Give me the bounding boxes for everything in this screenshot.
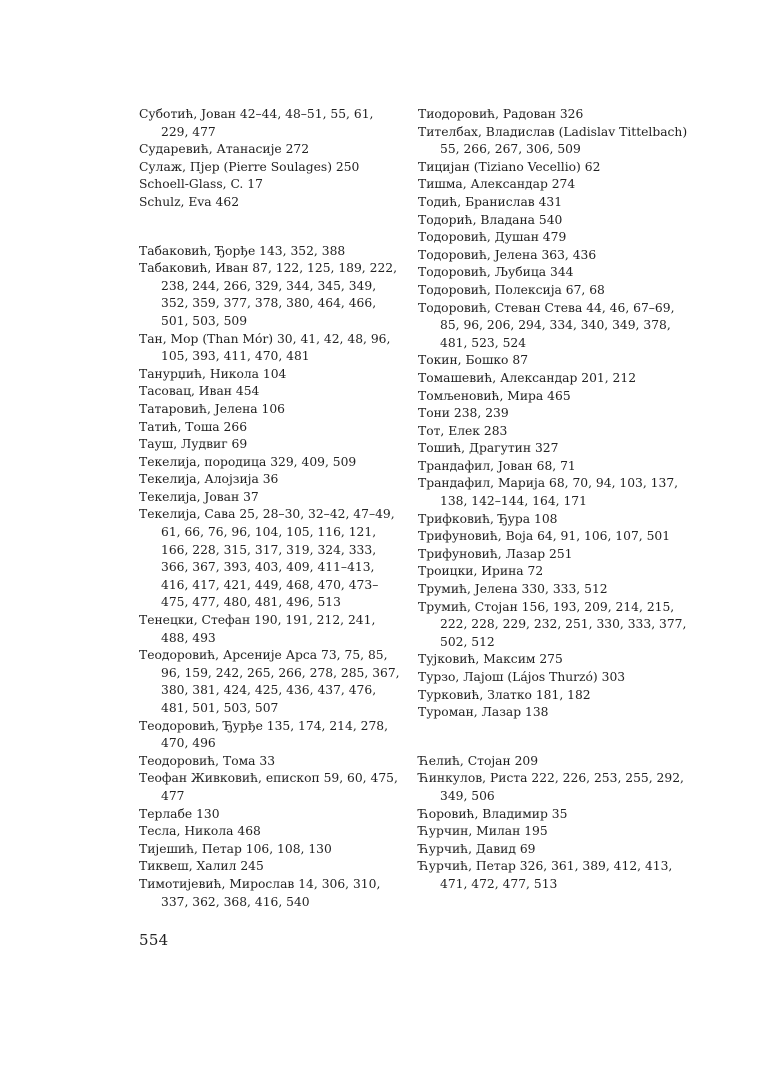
index-entry: Ћинкулов, Риста 222, 226, 253, 255, 292, 349, 506 bbox=[418, 771, 684, 803]
group-spacer bbox=[418, 722, 690, 753]
index-group bbox=[418, 106, 690, 722]
index-entry: Тесла, Никола 468 bbox=[139, 824, 261, 839]
index-entry: Теофан Живковић, епископ 59, 60, 475, 477 bbox=[139, 771, 398, 803]
page-number: 554 bbox=[139, 931, 169, 949]
index-entry: Тиодоровић, Радован 326 bbox=[418, 107, 584, 121]
index-entry: Трандафил, Јован 68, 71 bbox=[418, 458, 576, 473]
index-entry: Тауш, Лудвиг 69 bbox=[139, 437, 248, 452]
index-entry: Теодоровић, Ђурђе 135, 174, 214, 278, 470, 496 bbox=[139, 718, 389, 751]
index-entry: Трифковић, Ђура 108 bbox=[418, 511, 558, 526]
index-entry: Текелија, Јован 37 bbox=[139, 489, 259, 504]
index-entry: Тошић, Драгутин 327 bbox=[418, 441, 559, 456]
index-column-left bbox=[139, 106, 401, 911]
index-entry: Ћоровић, Владимир 35 bbox=[418, 806, 568, 821]
index-entry: Тодић, Бранислав 431 bbox=[418, 194, 563, 209]
index-entry: Текелија, породица 329, 409, 509 bbox=[139, 454, 357, 469]
index-entry: Троицки, Ирина 72 bbox=[418, 564, 544, 579]
index-entry: Тот, Елек 283 bbox=[418, 423, 508, 438]
index-entry: Тодоровић, Љубица 344 bbox=[418, 265, 574, 280]
index-entry: Тенецки, Стефан 190, 191, 212, 241, 488, 493 bbox=[139, 613, 376, 645]
index-entry: Schoell-Glass, C. 17 bbox=[139, 177, 263, 192]
group-spacer bbox=[139, 212, 401, 243]
index-entry: Трифуновић, Лазар 251 bbox=[418, 546, 573, 561]
index-entry: Ћурчић, Давид 69 bbox=[418, 841, 536, 856]
index-entry: Тодоровић, Јелена 363, 436 bbox=[418, 247, 597, 262]
index-entry: Трифуновић, Воја 64, 91, 106, 107, 501 bbox=[418, 529, 671, 544]
index-group bbox=[139, 106, 401, 212]
index-entry: Тодоровић, Стеван Стева 44, 46, 67–69, 85, 96, 206, 294, 334, 340, 349, 378, 481, 523, 524 bbox=[418, 300, 675, 350]
index-entry: Тицијан (Tiziano Vecellio) 62 bbox=[418, 159, 601, 174]
index-entry: Турковић, Златко 181, 182 bbox=[418, 687, 591, 702]
index-entry: Трумић, Стојан 156, 193, 209, 214, 215, 222, 228, 229, 232, 251, 330, 333, 377, 502, 512 bbox=[418, 599, 687, 649]
index-entry: Табаковић, Иван 87, 122, 125, 189, 222, 238, 244, 266, 329, 344, 345, 349, 352, 359, 377, 378, 380, 464, 466, 501, 503, 509 bbox=[139, 261, 398, 328]
index-entry: Тиквеш, Халил 245 bbox=[139, 859, 264, 874]
index-entry: Тујковић, Максим 275 bbox=[418, 652, 563, 667]
index-entry: Тасовац, Иван 454 bbox=[139, 384, 260, 399]
index-entry: Татић, Тоша 266 bbox=[139, 419, 248, 434]
index-entry: Тодорић, Владана 540 bbox=[418, 212, 563, 227]
index-entry: Тодоровић, Душан 479 bbox=[418, 230, 567, 245]
index-entry: Ћурчић, Петар 326, 361, 389, 412, 413, 471, 472, 477, 513 bbox=[418, 859, 673, 891]
index-entry: Суботић, Јован 42–44, 48–51, 55, 61, 229, 477 bbox=[139, 107, 374, 139]
index-entry: Теодоровић, Тома 33 bbox=[139, 753, 276, 768]
index-entry: Тителбах, Владислав (Ladislav Tittelbach) 55, 266, 267, 306, 509 bbox=[418, 124, 688, 157]
index-entry: Турзо, Лајош (Lájos Thurzó) 303 bbox=[418, 670, 626, 684]
index-entry: Табаковић, Ђорђе 143, 352, 388 bbox=[139, 243, 346, 258]
index-entry: Тони 238, 239 bbox=[418, 406, 509, 421]
index-column-right bbox=[418, 106, 690, 894]
index-entry: Тијешић, Петар 106, 108, 130 bbox=[139, 841, 332, 856]
index-entry: Томашевић, Александар 201, 212 bbox=[418, 370, 637, 385]
index-entry: Тан, Мор (Than Mór) 30, 41, 42, 48, 96, 105, 393, 411, 470, 481 bbox=[139, 331, 391, 364]
index-entry: Schulz, Eva 462 bbox=[139, 194, 240, 209]
index-entry: Текелија, Сава 25, 28–30, 32–42, 47–49, 61, 66, 76, 96, 104, 105, 116, 121, 166, 228, 315, 317, 319, 324, 333, 366, 367, 393, 403, 409, 411–413, 416, 417, 421, 449, 468, 470, 473–475, 477, 480, 481, 496, 513 bbox=[139, 507, 395, 610]
index-entry: Терлабе 130 bbox=[139, 806, 220, 821]
index-entry: Трумић, Јелена 330, 333, 512 bbox=[418, 582, 608, 597]
index-entry: Токин, Бошко 87 bbox=[418, 353, 529, 368]
index-entry: Тимотијевић, Мирослав 14, 306, 310, 337, 362, 368, 416, 540 bbox=[139, 876, 381, 909]
index-group bbox=[418, 753, 690, 894]
index-entry: Ћелић, Стојан 209 bbox=[418, 753, 539, 768]
index-entry: Теодоровић, Арсеније Арса 73, 75, 85, 96, 159, 242, 265, 266, 278, 285, 367, 380, 381, 424, 425, 436, 437, 476, 481, 501, 503, 507 bbox=[139, 648, 400, 715]
index-entry: Тишма, Александар 274 bbox=[418, 177, 576, 192]
index-entry: Танурџић, Никола 104 bbox=[139, 366, 287, 381]
index-entry: Сулаж, Пјер (Pierre Soulages) 250 bbox=[139, 159, 360, 174]
index-entry: Татаровић, Јелена 106 bbox=[139, 401, 286, 416]
index-group bbox=[139, 243, 401, 912]
index-entry: Томљеновић, Мира 465 bbox=[418, 388, 571, 403]
index-entry: Ћурчин, Милан 195 bbox=[418, 824, 548, 839]
index-entry: Тодоровић, Полексија 67, 68 bbox=[418, 282, 605, 297]
index-entry: Текелија, Алојзија 36 bbox=[139, 472, 279, 487]
index-entry: Сударевић, Атанасије 272 bbox=[139, 142, 310, 157]
index-entry: Туроман, Лазар 138 bbox=[418, 705, 549, 720]
index-entry: Трандафил, Марија 68, 70, 94, 103, 137, 138, 142–144, 164, 171 bbox=[418, 476, 679, 509]
